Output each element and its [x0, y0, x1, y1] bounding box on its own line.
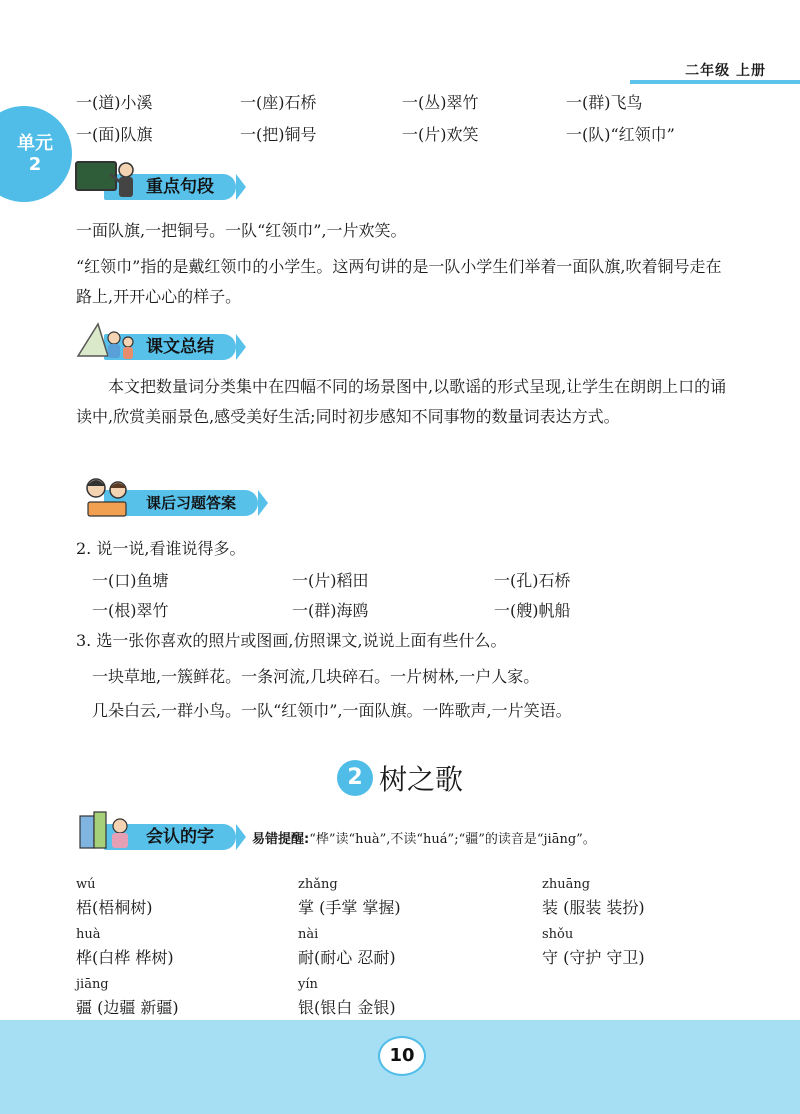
recognize-chars-title: 会认的字 [104, 824, 236, 850]
word-pinyin: jiāng [76, 977, 109, 992]
tip-note [252, 828, 596, 847]
measure-word: 一(队)“红领巾” [566, 125, 675, 144]
q3-answer-line-2: 几朵白云,一群小鸟。一队“红领巾”,一面队旗。一阵歌声,一片笑语。 [92, 701, 572, 720]
key-sentences-title: 重点句段 [104, 174, 236, 200]
lesson-title: 树之歌 [378, 763, 463, 796]
lesson-heading [0, 758, 800, 798]
word-text: 守 (守护 守卫) [542, 948, 645, 967]
word-pinyin: huà [76, 927, 101, 942]
books-icon [74, 806, 138, 854]
question-2: 2. 说一说,看谁说得多。 [76, 539, 246, 558]
word-item [298, 926, 396, 968]
word-text: 桦(白桦 桦树) [76, 948, 174, 967]
recognize-chars-banner [74, 820, 254, 850]
measure-word: 一(片)欢笑 [402, 125, 479, 144]
tip-label: 易错提醒: [252, 832, 310, 847]
question-3: 3. 选一张你喜欢的照片或图画,仿照课文,说说上面有些什么。 [76, 631, 507, 650]
key-sentence-explanation: “红领巾”指的是戴红领巾的小学生。这两句讲的是一队小学生们举着一面队旗,吹着铜号走在路上,开开心心的样子。 [76, 257, 722, 306]
measure-word: 一(丛)翠竹 [402, 93, 479, 112]
unit-badge-number: 2 [28, 154, 42, 175]
header-rule [630, 80, 800, 84]
q3-answer-line-1: 一块草地,一簇鲜花。一条河流,几块碎石。一片树林,一户人家。 [92, 667, 540, 686]
answers-banner [74, 486, 274, 516]
word-text: 耐(耐心 忍耐) [298, 948, 396, 967]
reading-children-icon [74, 472, 138, 520]
word-pinyin: nài [298, 927, 319, 942]
tip-text: “桦”读“huà”,不读“huá”;“疆”的读音是“jiāng”。 [309, 832, 596, 847]
q2-answer: 一(口)鱼塘 [92, 571, 169, 590]
word-text: 梧(梧桐树) [76, 898, 153, 917]
q2-answer: 一(孔)石桥 [494, 571, 571, 590]
grade-label: 二年级 上册 [685, 63, 766, 79]
page-number: 10 [378, 1036, 426, 1076]
q2-answer: 一(群)海鸥 [292, 601, 369, 620]
word-text: 装 (服装 装扮) [542, 898, 645, 917]
word-pinyin: zhǎng [298, 877, 338, 892]
summary-title: 课文总结 [104, 334, 236, 360]
q2-answer: 一(根)翠竹 [92, 601, 169, 620]
key-sentences-banner [74, 170, 274, 200]
teacher-board-icon [74, 156, 138, 204]
word-item [542, 876, 645, 918]
unit-badge [0, 106, 72, 202]
word-item [298, 976, 396, 1018]
word-pinyin: shǒu [542, 927, 574, 942]
lesson-number: 2 [337, 760, 373, 796]
word-item [298, 876, 401, 918]
word-text: 疆 (边疆 新疆) [76, 998, 179, 1017]
q2-answer: 一(艘)帆船 [494, 601, 571, 620]
answers-title: 课后习题答案 [104, 490, 258, 516]
q2-answer: 一(片)稻田 [292, 571, 369, 590]
key-sentence: 一面队旗,一把铜号。一队“红领巾”,一片欢笑。 [76, 221, 407, 240]
measure-word: 一(群)飞鸟 [566, 93, 643, 112]
word-text: 银(银白 金银) [298, 998, 396, 1017]
word-item [76, 926, 174, 968]
word-pinyin: zhuāng [542, 877, 591, 892]
measure-word: 一(道)小溪 [76, 93, 153, 112]
students-icon [74, 316, 138, 364]
measure-word: 一(把)铜号 [240, 125, 317, 144]
word-item [542, 926, 645, 968]
measure-word: 一(座)石桥 [240, 93, 317, 112]
word-pinyin: yín [298, 977, 318, 992]
word-pinyin: wú [76, 877, 96, 892]
summary-banner [74, 330, 254, 360]
word-item [76, 876, 153, 918]
summary-text: 本文把数量词分类集中在四幅不同的场景图中,以歌谣的形式呈现,让学生在朗朗上口的诵读中,欣赏美丽景色,感受美好生活;同时初步感知不同事物的数量词表达方式。 [76, 377, 727, 426]
word-text: 掌 (手掌 掌握) [298, 898, 401, 917]
unit-badge-label: 单元 [17, 133, 53, 154]
word-item [76, 976, 179, 1018]
measure-word: 一(面)队旗 [76, 125, 153, 144]
